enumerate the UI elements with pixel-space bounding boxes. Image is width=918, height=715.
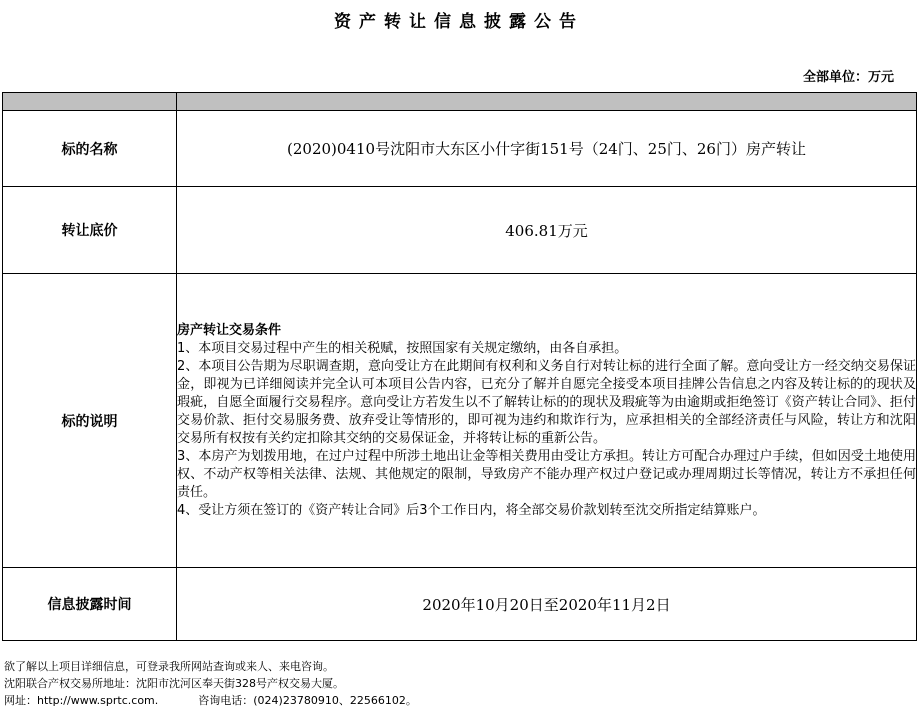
header-cell-label (3, 93, 177, 111)
unit-note: 全部单位：万元 (802, 70, 894, 85)
condition-item: 3、本房产为划拨用地，在过户过程中所涉土地出让金等相关费用由受让方承担。转让方可配合办理过户手续，但如因受土地使用权、不动产权等相关法律、法规、其他规定的限制，导致房产不能办理产权过户登记或办理周期过长等情况，转让方不承担任何责任。 (177, 448, 916, 500)
target-name-value: (2020)0410号沈阳市大东区小什字街151号（24门、25门、26门）房产转让 (177, 111, 917, 187)
disclosure-time-label: 信息披露时间 (3, 568, 177, 641)
table-header-row (3, 93, 917, 111)
condition-item: 1、本项目交易过程中产生的相关税赋，按照国家有关规定缴纳，由各自承担。 (177, 340, 628, 356)
reserve-price-value: 406.81万元 (177, 187, 917, 274)
description-label: 标的说明 (3, 274, 177, 568)
disclosure-time-value: 2020年10月20日至2020年11月2日 (177, 568, 917, 641)
condition-item: 2、本项目公告期为尽职调查期，意向受让方在此期间有权利和义务自行对转让标的进行全面了解。意向受让方一经交纳交易保证金，即视为已详细阅读并完全认可本项目公告内容，已充分了解并自愿完全接受本项目挂牌公告信息之内容及转让标的的现状及瑕疵，自愿全面履行交易程序。意向受让方若发生以不了解转让标的的现状及瑕疵等为由逾期或拒绝签订《资产转让合同》、拒付交易价款、拒付交易服务费、放弃受让等情形的，即可视为违约和欺诈行为，应承担相关的全部经济责任与风险，转让方和沈阳交易所有权按有关约定扣除其交纳的交易保证金，并将转让标的重新公告。 (177, 358, 916, 446)
table-row-reserve-price (3, 187, 917, 274)
table-row-target-name (3, 111, 917, 187)
header-cell-value (177, 93, 917, 111)
footer-contact (4, 692, 417, 709)
condition-item: 4、受让方须在签订的《资产转让合同》后3个工作日内，将全部交易价款划转至沈交所指定结算账户。 (177, 502, 766, 518)
table-row-description (3, 274, 917, 568)
table-row-disclosure-time (3, 568, 917, 641)
footer (4, 658, 417, 709)
conditions-heading: 房产转让交易条件 (177, 322, 282, 338)
footer-address: 沈阳联合产权交易所地址：沈阳市沈河区奉天街328号产权交易大厦。 (4, 677, 344, 690)
target-name-label: 标的名称 (3, 111, 177, 187)
footer-phone: 咨询电话：(024)23780910、22566102。 (198, 694, 417, 707)
page-title: 资产转让信息披露公告 (334, 12, 584, 32)
reserve-price-label: 转让底价 (3, 187, 177, 274)
footer-inquiry-note: 欲了解以上项目详细信息，可登录我所网站查询或来人、来电咨询。 (4, 660, 334, 673)
description-content (177, 274, 917, 568)
footer-website: 网址：http://www.sprtc.com. (4, 694, 159, 707)
disclosure-table (2, 92, 917, 641)
